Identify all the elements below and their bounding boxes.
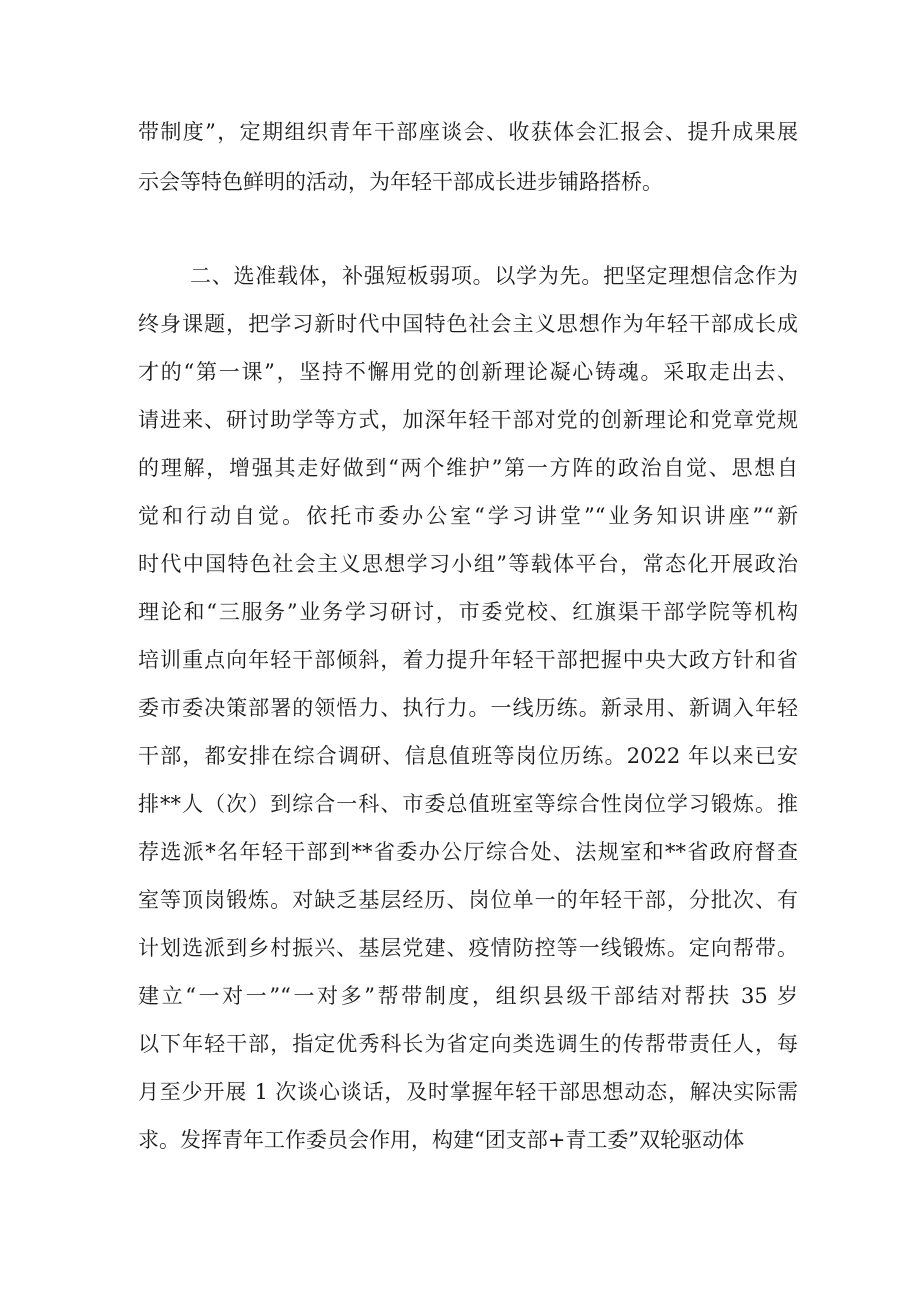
text-line: 理论和“三服务”业务学习研讨，市委党校、红旗渠干部学院等机构 [138,600,798,624]
text-line: 示会等特色鲜明的活动，为年轻干部成长进步铺路搭桥。 [138,170,663,194]
text-line: 培训重点向年轻干部倾斜，着力提升年轻干部把握中央大政方针和省 [138,648,798,672]
text-line: 干部，都安排在综合调研、信息值班等岗位历练。2022 年以来已安 [138,744,798,768]
text-line: 才的“第一课”，坚持不懈用党的创新理论凝心铸魂。采取走出去、 [138,360,798,384]
text-line: 以下年轻干部，指定优秀科长为省定向类选调生的传帮带责任人，每 [138,1032,798,1056]
text-line: 二、选准载体，补强短板弱项。以学为先。把坚定理想信念作为 [190,264,798,288]
text-line: 的理解，增强其走好做到“两个维护”第一方阵的政治自觉、思想自 [138,456,798,480]
text-line: 计划选派到乡村振兴、基层党建、疫情防控等一线锻炼。定向帮带。 [138,936,798,960]
text-line: 终身课题，把学习新时代中国特色社会主义思想作为年轻干部成长成 [138,312,798,336]
text-line: 委市委决策部署的领悟力、执行力。一线历练。新录用、新调入年轻 [138,696,798,720]
text-line: 荐选派*名年轻干部到**省委办公厅综合处、法规室和**省政府督查 [138,840,798,864]
text-line: 排**人（次）到综合一科、市委总值班室等综合性岗位学习锻炼。推 [138,792,798,816]
text-line: 求。发挥青年工作委员会作用，构建“团支部+青工委”双轮驱动体 [138,1128,745,1152]
text-line: 时代中国特色社会主义思想学习小组”等载体平台，常态化开展政治 [138,552,798,576]
text-line: 室等顶岗锻炼。对缺乏基层经历、岗位单一的年轻干部，分批次、有 [138,888,798,912]
text-line: 请进来、研讨助学等方式，加深年轻干部对党的创新理论和党章党规 [138,408,798,432]
text-line: 带制度”，定期组织青年干部座谈会、收获体会汇报会、提升成果展 [138,120,798,144]
text-line: 月至少开展 1 次谈心谈话，及时掌握年轻干部思想动态，解决实际需 [138,1080,798,1104]
text-line: 觉和行动自觉。依托市委办公室“学习讲堂”“业务知识讲座”“新 [138,504,798,528]
text-line: 建立“一对一”“一对多”帮带制度，组织县级干部结对帮扶 35 岁 [138,984,798,1008]
